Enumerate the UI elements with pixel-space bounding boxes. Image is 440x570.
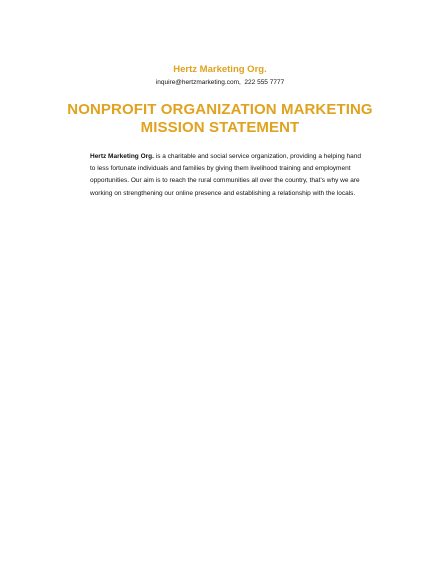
body-text: is a charitable and social service organization, providing a helping hand to less fortunate individuals and families by giving them livelihood training and employment opportunities. Our aim is to reach the rural communities all over the country, that’s why we are working on strengthening our online presence and establishing a relationship with the locals. [90, 153, 361, 197]
title-line-2: MISSION STATEMENT [140, 119, 300, 136]
phone-number: 222 555 7777 [244, 79, 285, 86]
org-name-heading: Hertz Marketing Org. [173, 64, 267, 75]
mission-statement-paragraph [90, 151, 365, 200]
contact-line [0, 78, 440, 87]
document-title [40, 101, 400, 137]
email-address: inquire@hertzmarketing.com, [155, 79, 241, 86]
title-line-1: NONPROFIT ORGANIZATION MARKETING [67, 101, 373, 118]
body-org-name: Hertz Marketing Org. [90, 153, 154, 160]
